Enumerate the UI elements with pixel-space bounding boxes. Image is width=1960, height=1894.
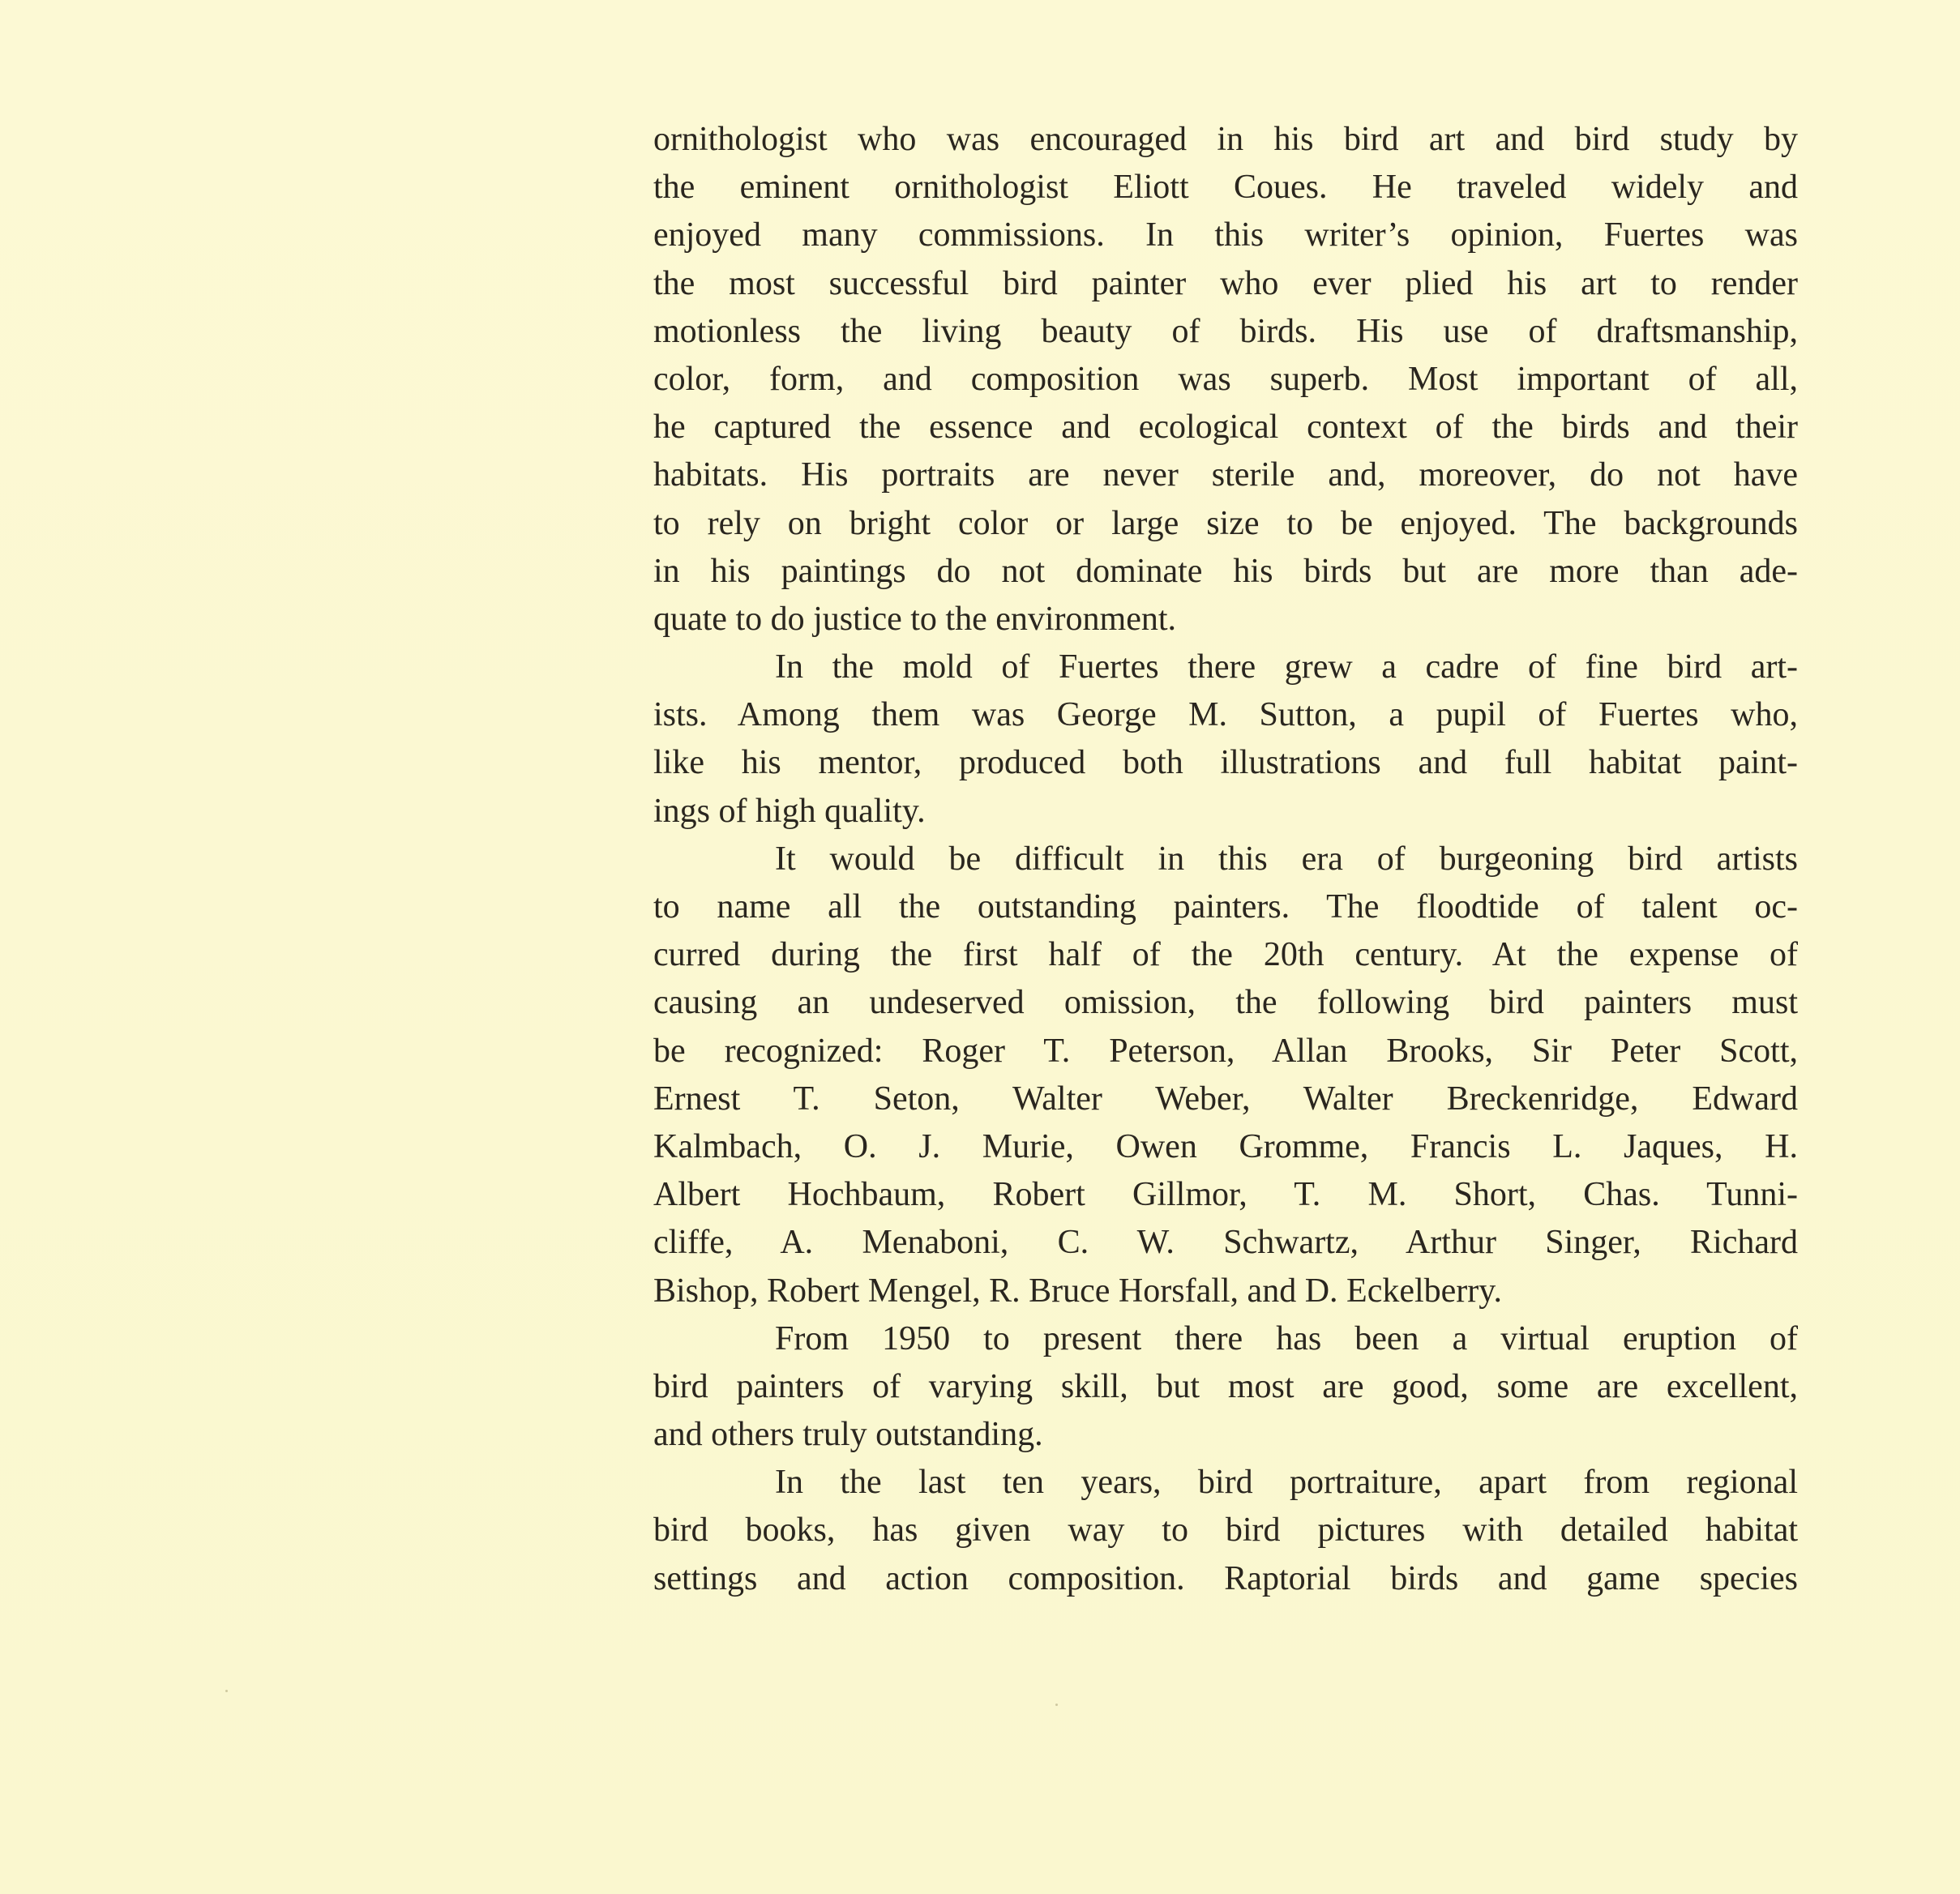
text-line: enjoyed many commissions. In this writer’s opinion, Fuertes was — [653, 216, 1798, 254]
text-line: Ernest T. Seton, Walter Weber, Walter Breckenridge, Edward — [653, 1080, 1798, 1118]
text-line: It would be difficult in this era of burgeoning bird artists — [775, 840, 1798, 878]
text-line: and others truly outstanding. — [653, 1416, 1043, 1454]
body-text — [653, 116, 1798, 1603]
text-line: causing an undeserved omission, the following bird painters must — [653, 984, 1798, 1022]
text-line: In the last ten years, bird portraiture, apart from regional — [775, 1464, 1798, 1502]
text-line: be recognized: Roger T. Peterson, Allan Brooks, Sir Peter Scott, — [653, 1032, 1798, 1070]
text-line: like his mentor, produced both illustrations and full habitat paint- — [653, 744, 1798, 782]
text-line: bird books, has given way to bird pictures with detailed habitat — [653, 1511, 1798, 1550]
text-line: to name all the outstanding painters. The floodtide of talent oc- — [653, 888, 1798, 926]
text-line: ings of high quality. — [653, 792, 926, 830]
text-line: to rely on bright color or large size to be enjoyed. The backgrounds — [653, 504, 1798, 542]
text-line: From 1950 to present there has been a virtual eruption of — [775, 1319, 1798, 1357]
text-line: Kalmbach, O. J. Murie, Owen Gromme, Francis L. Jaques, H. — [653, 1127, 1798, 1165]
text-line: Albert Hochbaum, Robert Gillmor, T. M. Short, Chas. Tunni- — [653, 1176, 1798, 1214]
paper-speck — [1055, 1704, 1058, 1706]
text-line: he captured the essence and ecological context of the birds and their — [653, 408, 1798, 447]
text-line: motionless the living beauty of birds. His use of draftsmanship, — [653, 312, 1798, 350]
text-line: settings and action composition. Raptorial birds and game species — [653, 1559, 1798, 1597]
text-line: In the mold of Fuertes there grew a cadre of fine bird art- — [775, 648, 1798, 686]
paragraph — [653, 643, 1798, 836]
text-line: ists. Among them was George M. Sutton, a pupil of Fuertes who, — [653, 696, 1798, 734]
paragraph — [653, 836, 1798, 1315]
text-line: ornithologist who was encouraged in his bird art and bird study by — [653, 121, 1798, 158]
text-line: Bishop, Robert Mengel, R. Bruce Horsfall, and D. Eckelberry. — [653, 1272, 1503, 1310]
text-line: habitats. His portraits are never sterile and, moreover, do not have — [653, 456, 1798, 494]
text-line: bird painters of varying skill, but most are good, some are excellent, — [653, 1367, 1798, 1405]
text-line: the eminent ornithologist Eliott Coues. He traveled widely and — [653, 169, 1798, 207]
paper-speck — [225, 1690, 228, 1692]
text-line: the most successful bird painter who ever plied his art to render — [653, 264, 1798, 302]
paragraph — [653, 116, 1798, 643]
paragraph — [653, 1315, 1798, 1460]
text-line: cliffe, A. Menaboni, C. W. Schwartz, Arthur Singer, Richard — [653, 1224, 1798, 1262]
text-line: quate to do justice to the environment. — [653, 600, 1177, 638]
text-line: curred during the first half of the 20th century. At the expense of — [653, 936, 1798, 974]
text-line: in his paintings do not dominate his birds but are more than ade- — [653, 552, 1798, 590]
paragraph — [653, 1459, 1798, 1603]
text-line: color, form, and composition was superb. Most important of all, — [653, 360, 1798, 398]
